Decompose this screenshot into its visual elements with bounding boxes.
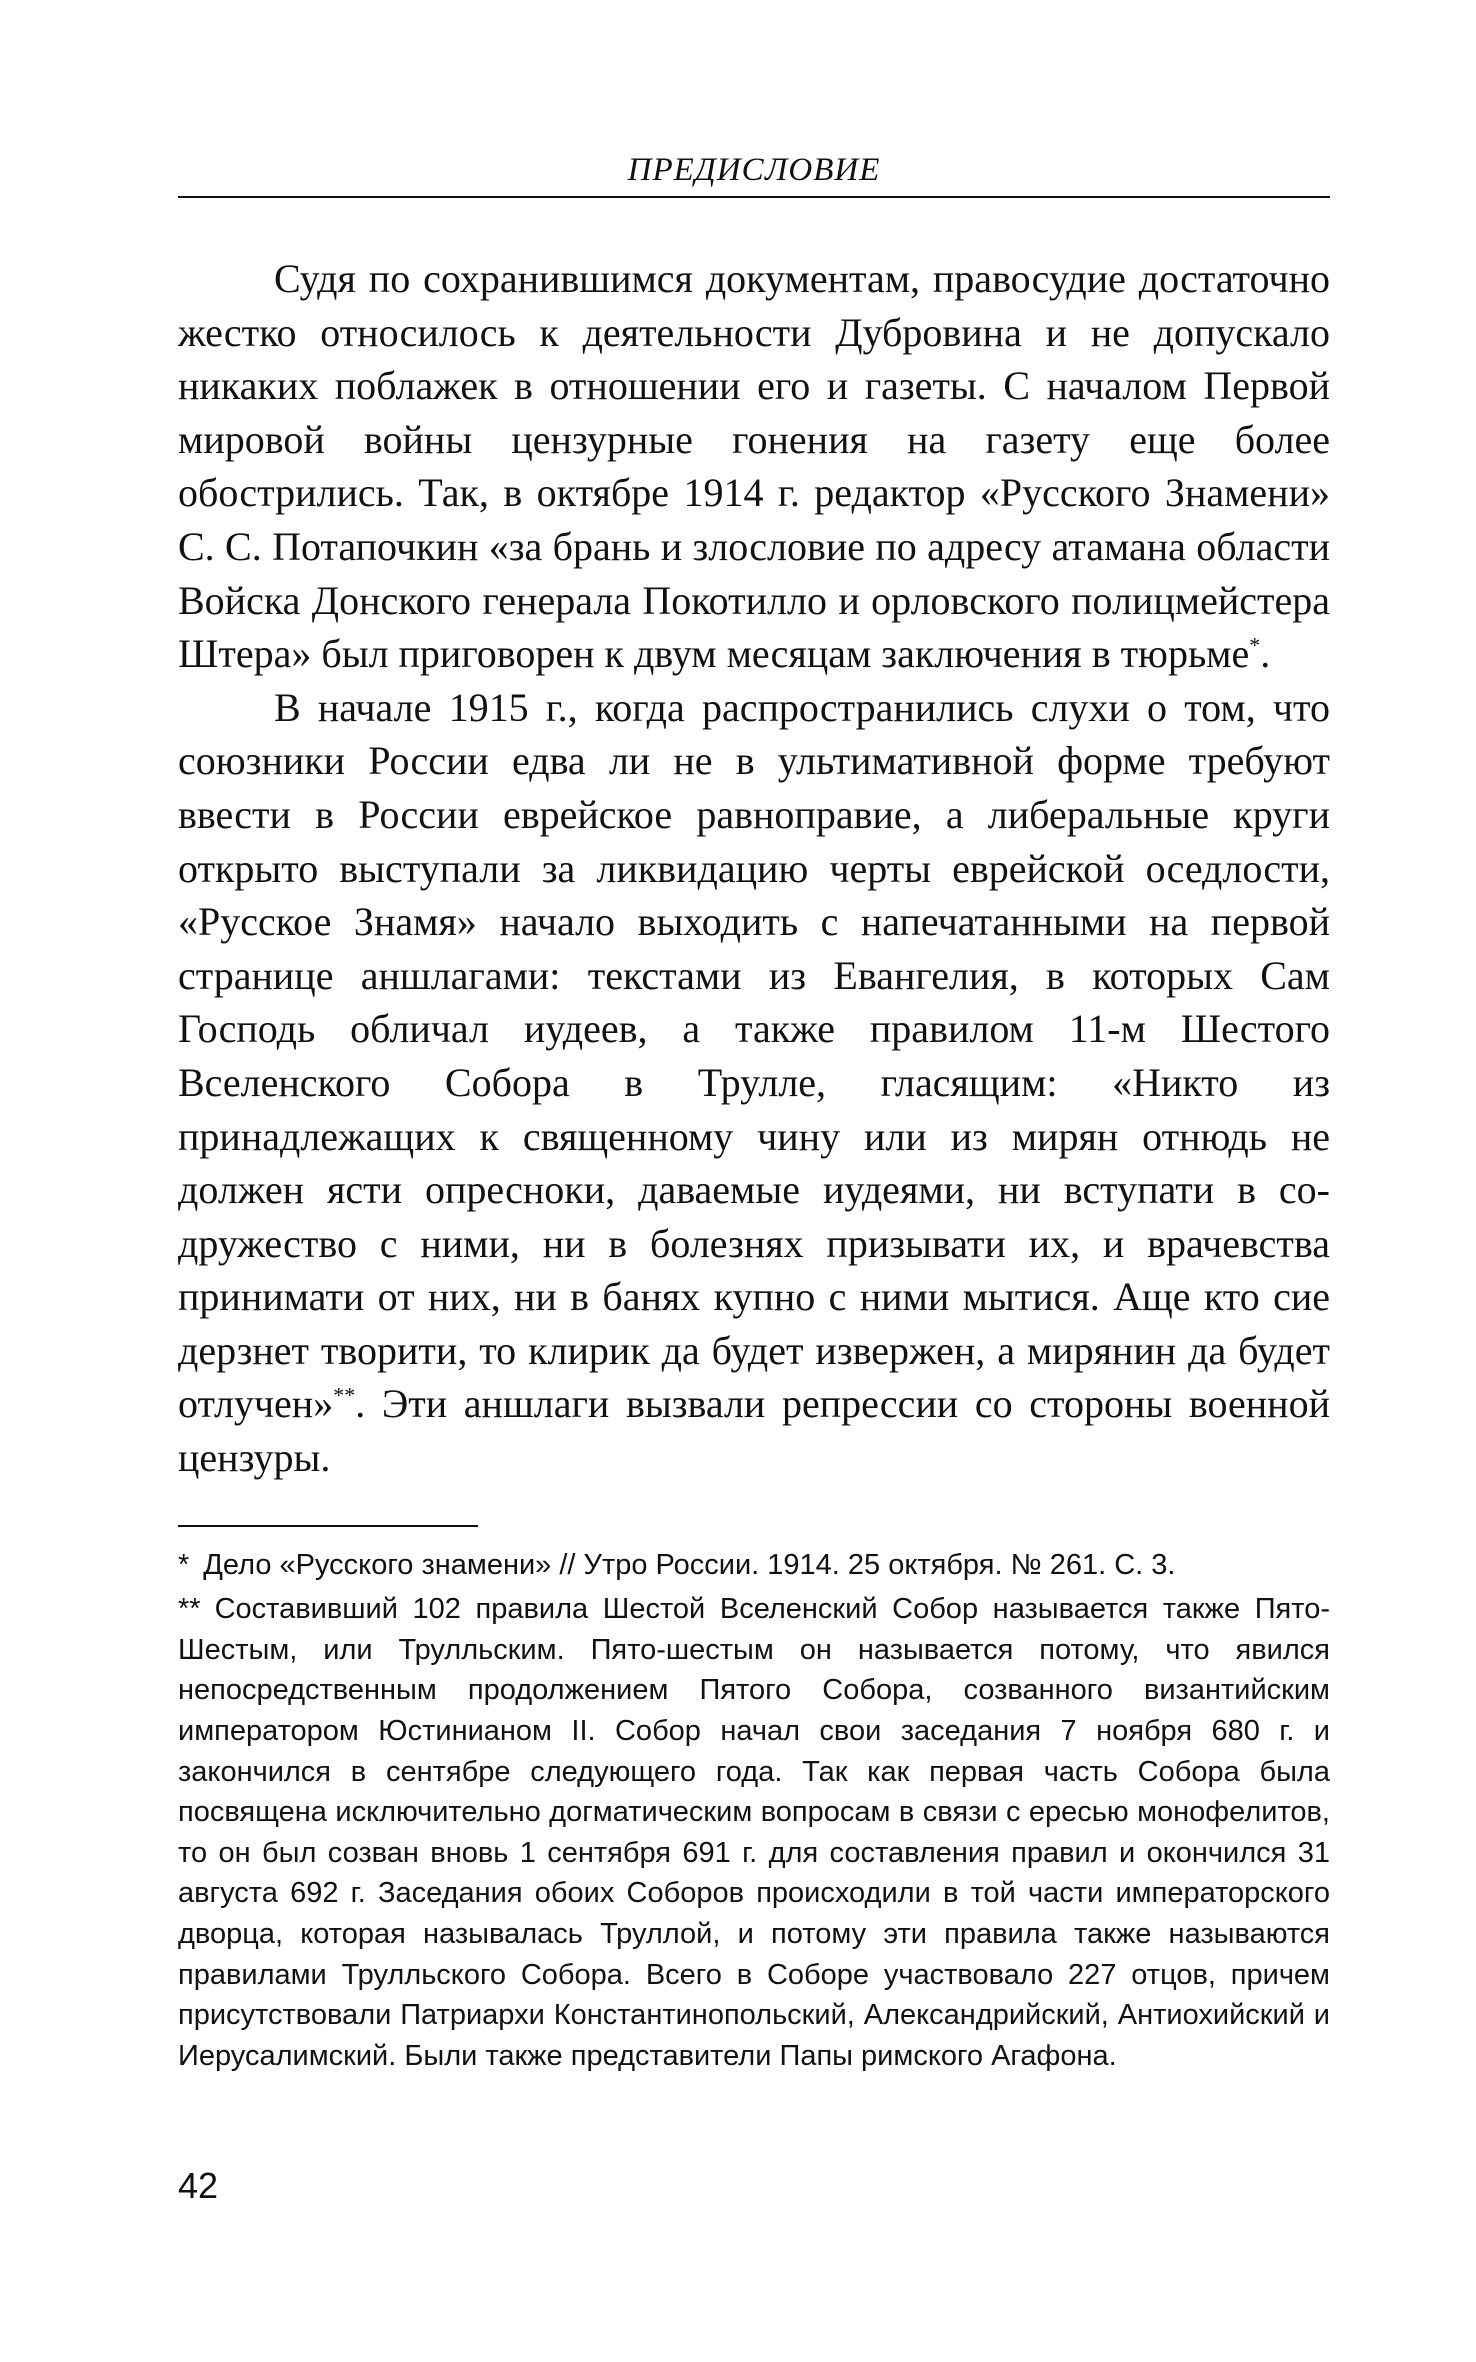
paragraph-1-end: . bbox=[1260, 631, 1271, 677]
footnote-2-mark: ** bbox=[178, 1593, 201, 1626]
paragraph-1 bbox=[178, 252, 1330, 681]
footnote-ref-1: * bbox=[1249, 632, 1261, 658]
footnotes bbox=[178, 1545, 1330, 2077]
paragraph-2 bbox=[178, 681, 1330, 1485]
footnote-rule bbox=[178, 1525, 478, 1527]
paragraph-2-text: В начале 1915 г., когда распространились слухи о том, что союзники России едва ли не в ультимативной форме требуют ввести в России еврейское равноправие, а либеральные круги открыто выступали за ликвидацию черты еврейской оседлости, «Русское Знамя» начало выходить с напечатанными на первой странице аншлагами: текстами из Евангелия, в которых Сам Господь обличал иудеев, а также правилом 11-м Шестого Вселенского Собора в Трулле, гласящим: «Никто из принадлежащих к священному чину или из мирян отнюдь не должен ясти опресноки, даваемые иудеями, ни вступати в содружество с ними, ни в болезнях призывати их, и врачевства принимати от них, ни в банях купно с ними мытися. Аще кто сие дерзнет творити, то клирик да будет извержен, а мирянин да будет отлучен» bbox=[178, 684, 1330, 1427]
footnote-ref-2: ** bbox=[333, 1383, 356, 1409]
footnote-1 bbox=[178, 1545, 1330, 1586]
page-number: 42 bbox=[178, 2165, 219, 2206]
footnote-1-text: Дело «Русского знамени» // Утро России. 1914. 25 октября. № 261. С. 3. bbox=[203, 1548, 1176, 1581]
header-rule bbox=[178, 196, 1330, 198]
paragraph-2-end: . Эти аншлаги вызвали репрессии со стороны военной цензуры. bbox=[178, 1381, 1330, 1481]
paragraph-1-text: Судя по сохранившимся документам, правосудие достаточно жестко относилось к деятельности Дубровина и не допускало никаких поблажек в отношении его и газеты. С началом Первой мировой войны цензурные гонения на газету еще более обострились. Так, в октябре 1914 г. редактор «Русского Знамени» С. С. Потапочкин «за брань и злословие по адресу атамана области Войска Донского генерала Покотилло и орловского полицмейстера Штера» был приговорен к двум месяцам заключения в тюрьме bbox=[178, 256, 1330, 677]
running-head: ПРЕДИСЛОВИЕ bbox=[627, 152, 881, 188]
footnote-1-mark: * bbox=[178, 1548, 190, 1581]
main-text bbox=[178, 252, 1330, 1485]
footnote-2-text: Составивший 102 правила Шестой Вселенский Собор называется также Пято-Шестым, или Трулльским. Пято-шестым он называется потому, что явился непосредственным продолжением Пятого Собора, созванного византийским императором Юстинианом II. Собор начал свои заседания 7 ноября 680 г. и закончился в сентябре следующего года. Так как первая часть Собора была посвящена исключительно догматическим вопросам в связи с ересью монофелитов, то он был созван вновь 1 сентября 691 г. для составления правил и окончился 31 августа 692 г. Заседания обоих Соборов происходили в той части императорского дворца, которая называлась Труллой, и потому эти правила также называются правилами Трулльского Собора. Всего в Соборе участвовало 227 отцов, причем присутствовали Патриархи Константинопольский, Александрийский, Антиохийский и Иерусалимский. Были также представители Папы римского Агафона. bbox=[178, 1593, 1330, 2072]
footnote-2 bbox=[178, 1589, 1330, 2076]
book-page bbox=[178, 150, 1330, 2310]
